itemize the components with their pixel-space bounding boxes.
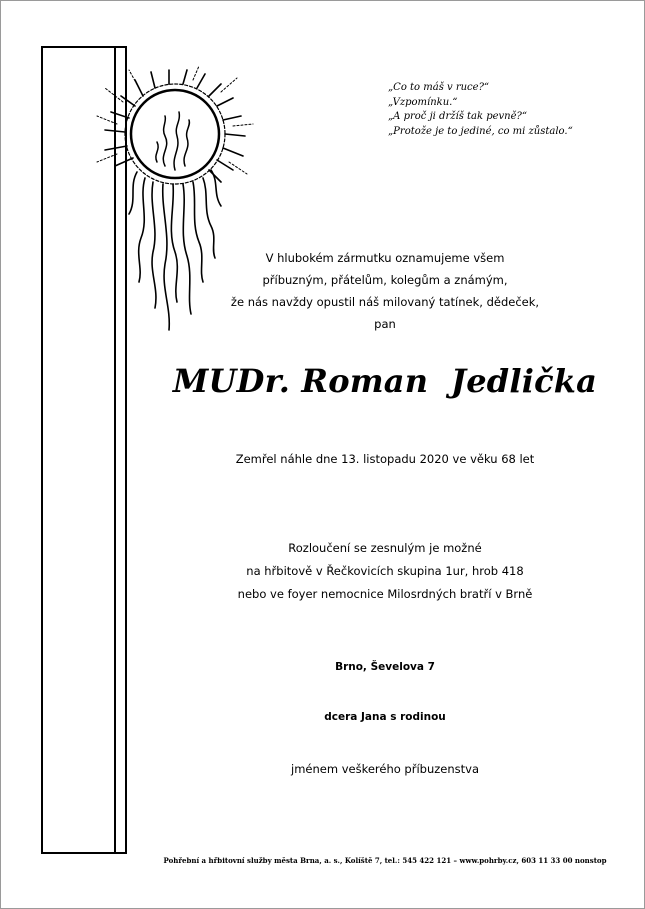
farewell-line: na hřbitově v Řečkovicích skupina 1ur, hrob 418 [246,564,524,578]
farewell-line: Rozloučení se zesnulým je možné [288,541,482,555]
funeral-service-footer: Pohřební a hřbitovní služby města Brna, a. s., Kolíště 7, tel.: 545 422 121 – www.pohrby.cz, 603 11 33 00 nonstop [163,856,607,865]
intro-line: že nás navždy opustil náš milovaný tatínek, dědeček, [230,295,540,309]
relatives-signature: jménem veškerého příbuzenstva [291,762,479,776]
quote-line: „A proč ji držíš tak pevně?“ [388,111,528,122]
quote-line: „Vzpomínku.“ [388,96,458,108]
farewell-line: nebo ve foyer nemocnice Milosrdných bratří v Brně [237,587,533,601]
intro-line: příbuzným, přátelům, kolegům a známým, [262,273,508,287]
deceased-name: MUDr. Roman Jedlička [172,362,598,400]
intro-line: V hlubokém zármutku oznamujeme všem [265,251,505,265]
quote [388,81,628,139]
quote-line: „Co to máš v ruce?“ [388,82,490,93]
quote-line: „Protože je to jediné, co mi zůstalo.“ [388,125,573,137]
farewell-info [130,537,640,606]
death-info: Zemřel náhle dne 13. listopadu 2020 ve věku 68 let [235,452,535,466]
announcement-intro [130,247,640,335]
intro-line: pan [374,317,396,331]
address: Brno, Ševelova 7 [335,661,435,673]
family-signature: dcera Jana s rodinou [324,711,446,723]
